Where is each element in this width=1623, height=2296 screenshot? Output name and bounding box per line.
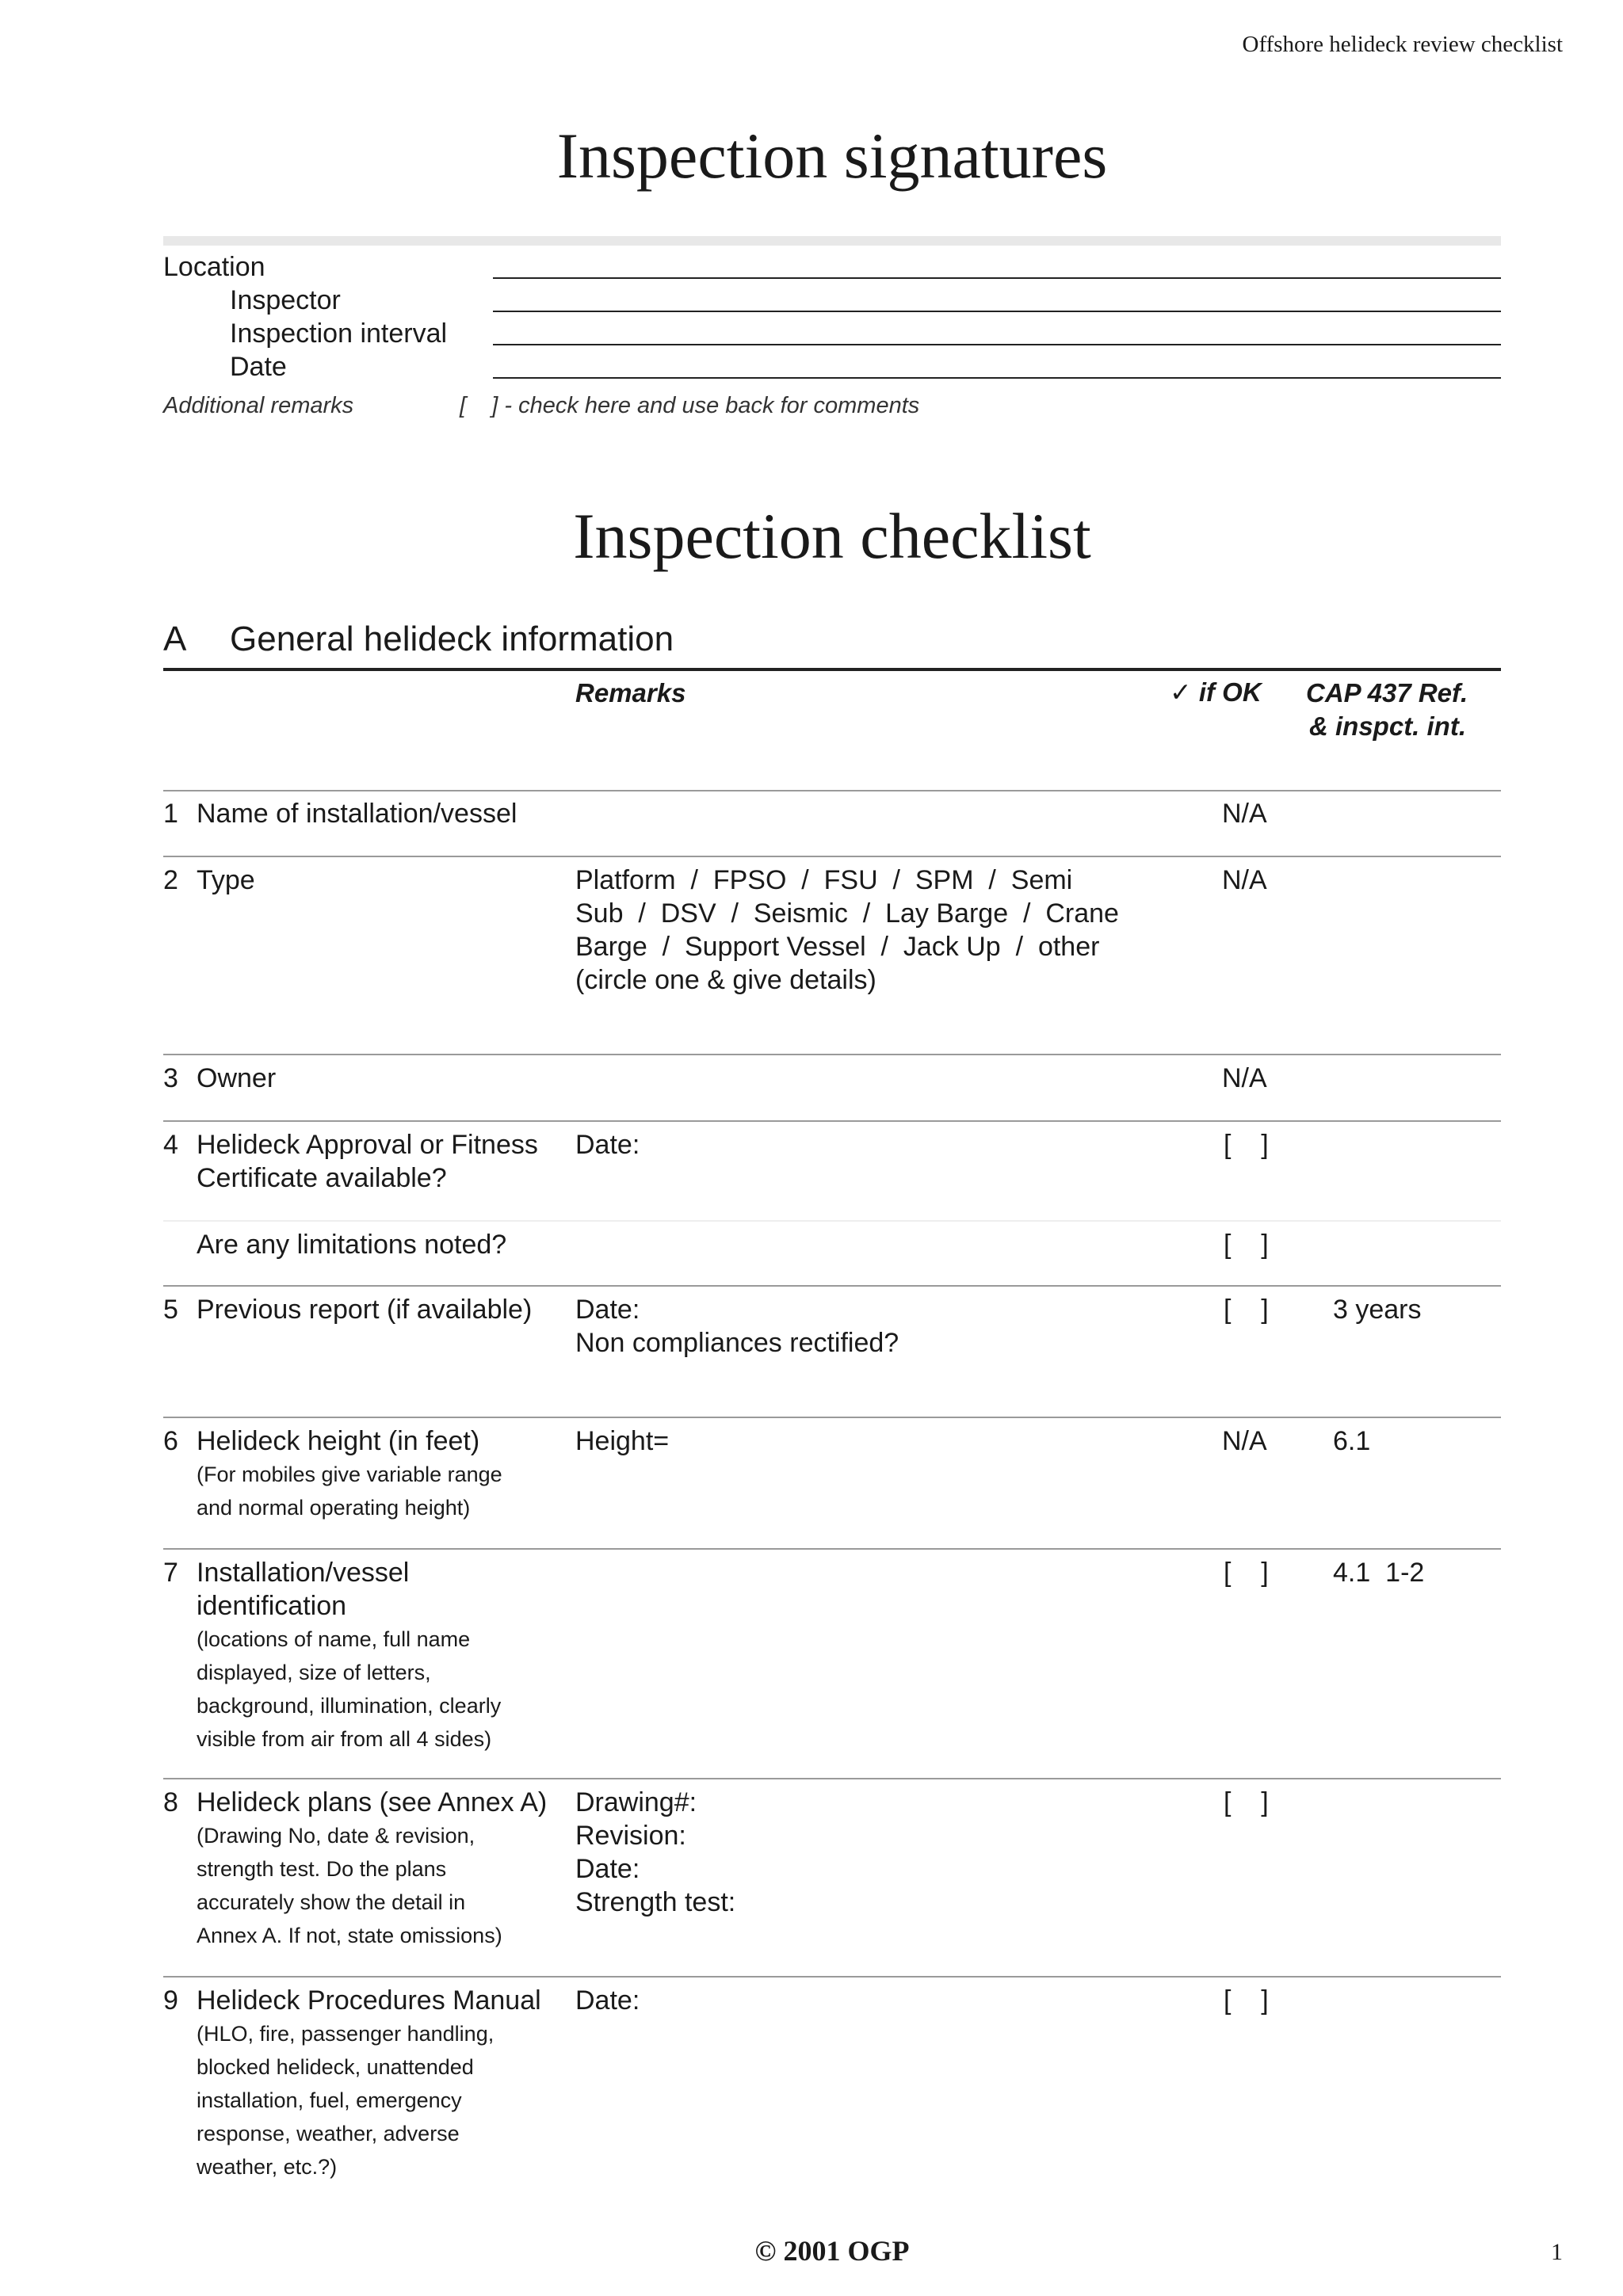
date-label: Date — [230, 352, 287, 382]
signatures-title: Inspection signatures — [556, 120, 1108, 192]
ok-not-applicable: N/A — [1222, 1426, 1267, 1456]
remarks-text: (circle one & give details) — [575, 965, 876, 995]
additional-remarks-checkbox[interactable]: [ ] - check here and use back for comments — [460, 393, 920, 418]
ok-not-applicable: N/A — [1222, 799, 1267, 829]
remarks-text: Date: — [575, 1295, 640, 1325]
row-divider — [163, 1120, 1501, 1122]
item-number: 2 — [163, 865, 178, 895]
row-divider — [163, 1976, 1501, 1978]
inspection-interval-field[interactable] — [493, 344, 1501, 345]
item-note: displayed, size of letters, — [197, 1661, 431, 1684]
ok-checkbox[interactable]: [ ] — [1224, 1230, 1269, 1260]
row-divider — [163, 1417, 1501, 1418]
remarks-text: Date: — [575, 1854, 640, 1884]
item-note: (Drawing No, date & revision, — [197, 1824, 475, 1848]
item-label: Installation/vessel — [197, 1558, 410, 1588]
row-divider — [163, 790, 1501, 791]
remarks-text: Strength test: — [575, 1887, 736, 1917]
remarks-text: Non compliances rectified? — [575, 1328, 899, 1358]
item-note: (HLO, fire, passenger handling, — [197, 2022, 495, 2046]
section-rule — [163, 668, 1501, 671]
item-label: Helideck Procedures Manual — [197, 1985, 541, 2016]
item-label: Owner — [197, 1063, 277, 1093]
item-note: and normal operating height) — [197, 1496, 471, 1520]
row-divider — [163, 856, 1501, 857]
date-field[interactable] — [493, 377, 1501, 379]
item-label: Helideck Approval or Fitness — [197, 1130, 538, 1160]
item-label: identification — [197, 1591, 347, 1621]
running-header: Offshore helideck review checklist — [1242, 32, 1563, 57]
item-note: background, illumination, clearly — [197, 1694, 502, 1718]
ok-checkbox[interactable]: [ ] — [1224, 1787, 1269, 1817]
ref-column-header-line2: & inspct. int. — [1309, 711, 1466, 741]
item-label: Type — [197, 865, 255, 895]
cap-reference: 6.1 — [1333, 1426, 1371, 1456]
item-label: Previous report (if available) — [197, 1295, 533, 1325]
ok-not-applicable: N/A — [1222, 865, 1267, 895]
item-note: weather, etc.?) — [197, 2155, 338, 2179]
item-number: 7 — [163, 1558, 178, 1588]
item-label: Helideck plans (see Annex A) — [197, 1787, 548, 1817]
row-divider — [163, 1548, 1501, 1550]
remarks-text: Platform / FPSO / FSU / SPM / Semi — [575, 865, 1073, 895]
item-number: 4 — [163, 1130, 178, 1160]
ok-checkbox[interactable]: [ ] — [1224, 1295, 1269, 1325]
row-divider — [163, 1054, 1501, 1055]
item-note: blocked helideck, unattended — [197, 2055, 474, 2079]
remarks-text: Revision: — [575, 1821, 686, 1851]
inspector-field[interactable] — [493, 311, 1501, 312]
copyright: © 2001 OGP — [754, 2235, 910, 2267]
remarks-text: Drawing#: — [575, 1787, 697, 1817]
row-divider — [163, 1220, 1501, 1222]
checklist-title: Inspection checklist — [573, 500, 1091, 572]
item-note: installation, fuel, emergency — [197, 2088, 462, 2112]
ref-column-header-line1: CAP 437 Ref. — [1306, 678, 1468, 707]
remarks-text: Barge / Support Vessel / Jack Up / other — [575, 932, 1100, 962]
ok-checkbox[interactable]: [ ] — [1224, 1985, 1269, 2016]
item-note: (locations of name, full name — [197, 1627, 471, 1651]
ok-column-header: ✓ if OK — [1170, 677, 1262, 707]
remarks-text: Height= — [575, 1426, 670, 1456]
cap-reference: 3 years — [1333, 1295, 1422, 1325]
item-label: Name of installation/vessel — [197, 799, 517, 829]
item-number: 1 — [163, 799, 178, 829]
item-number: 6 — [163, 1426, 178, 1456]
section-title: General helideck information — [230, 620, 674, 658]
additional-remarks-label: Additional remarks — [163, 393, 354, 418]
item-number: 8 — [163, 1787, 178, 1817]
row-divider — [163, 1285, 1501, 1287]
signatures-divider — [163, 236, 1501, 246]
remarks-text: Sub / DSV / Seismic / Lay Barge / Crane — [575, 898, 1119, 929]
ok-checkbox[interactable]: [ ] — [1224, 1558, 1269, 1588]
inspector-label: Inspector — [230, 285, 341, 315]
item-label: Helideck height (in feet) — [197, 1426, 480, 1456]
ok-checkbox[interactable]: [ ] — [1224, 1130, 1269, 1160]
section-letter: A — [163, 620, 187, 658]
remarks-text: Date: — [575, 1130, 640, 1160]
item-label: Are any limitations noted? — [197, 1230, 507, 1260]
inspection-interval-label: Inspection interval — [230, 318, 448, 349]
item-label: Certificate available? — [197, 1163, 447, 1193]
location-label: Location — [163, 252, 265, 282]
cap-reference: 4.1 1-2 — [1333, 1558, 1425, 1588]
item-note: strength test. Do the plans — [197, 1857, 447, 1881]
item-note: (For mobiles give variable range — [197, 1463, 502, 1486]
item-note: accurately show the detail in — [197, 1890, 466, 1914]
remarks-text: Date: — [575, 1985, 640, 2016]
item-number: 3 — [163, 1063, 178, 1093]
row-divider — [163, 1778, 1501, 1779]
remarks-column-header: Remarks — [575, 678, 686, 707]
ok-not-applicable: N/A — [1222, 1063, 1267, 1093]
location-field[interactable] — [493, 277, 1501, 279]
item-note: response, weather, adverse — [197, 2122, 460, 2145]
item-note: Annex A. If not, state omissions) — [197, 1924, 502, 1947]
item-number: 5 — [163, 1295, 178, 1325]
page-number: 1 — [1551, 2239, 1563, 2265]
item-note: visible from air from all 4 sides) — [197, 1727, 492, 1751]
item-number: 9 — [163, 1985, 178, 2016]
